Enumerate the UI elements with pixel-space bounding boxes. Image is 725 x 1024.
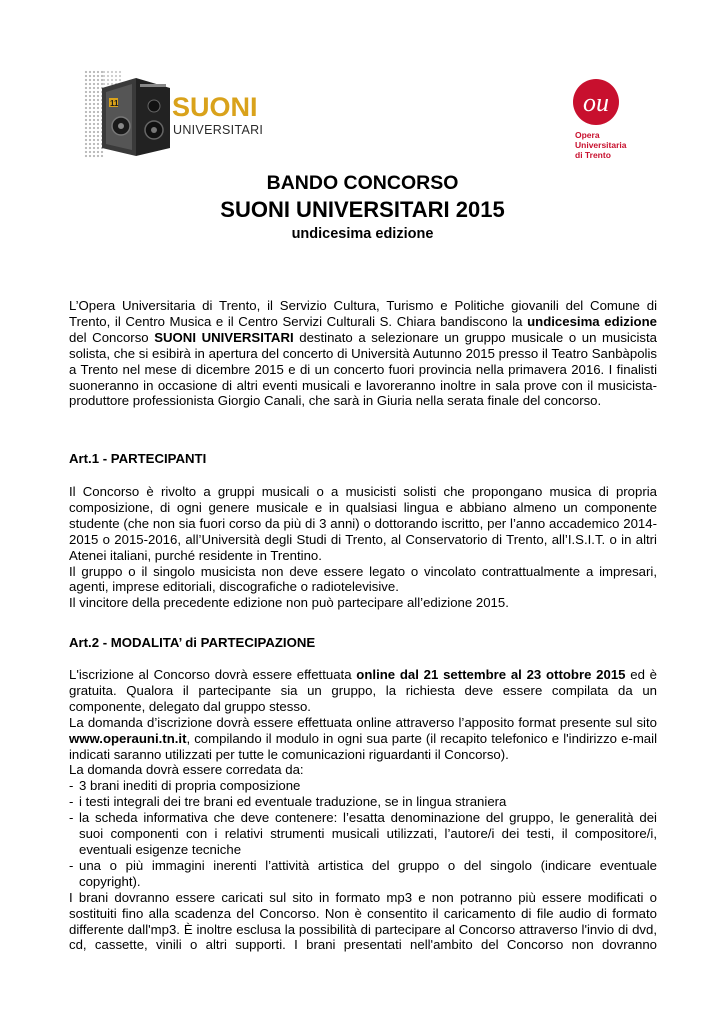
list-item: - 3 brani inediti di propria composizione [69,778,657,794]
book-speaker-icon [96,76,176,158]
intro-bold-contest: SUONI UNIVERSITARI [154,329,294,345]
logo-text-di-trento: di Trento [575,150,611,160]
opera-universitaria-logo [570,78,650,168]
art1-heading: Art.1 - PARTECIPANTI [69,451,207,466]
ou-monogram-icon [572,78,620,126]
art2-text: L'iscrizione al Concorso dovrà essere effettuata [69,667,357,682]
website-link[interactable]: www.operauni.tn.it [69,730,187,746]
suoni-universitari-logo [84,70,264,160]
list-item-text: 3 brani inediti di propria composizione [79,778,301,794]
art2-body [69,667,657,953]
logo-word-universitari: UNIVERSITARI [173,123,264,137]
art2-heading: Art.2 - MODALITA’ di PARTECIPAZIONE [69,635,316,650]
art1-paragraph: Il gruppo o il singolo musicista non deve essere legato o vincolato contrattualmente a impresari, agenti, imprese editoriali, discografiche o radiotelevisive. [69,563,657,595]
svg-text:ou: ou [583,88,609,117]
art1-paragraph: Il Concorso è rivolto a gruppi musicali o a musicisti solisti che propongano musica di propria composizione, di ogni genere musicale e in qualsiasi lingua e abbiano almeno un componente studente (che non sia fuori corso da più di 3 anni) o dottorando iscritto, per l’anno accademico 2014-2015 o 2015-2016, all’Università degli Studi di Trento, al Conservatorio di Trento, all’I.S.I.T. o in altri Atenei italiani, purché residente in Trentino. [69,484,657,563]
intro-text: L’Opera Universitaria di Trento, il Servizio Cultura, Turismo e Politiche giovanili del Comune di Trento, il Centro Musica e il Centro Servizi Culturali S. Chiara bandiscono la [69,298,657,329]
intro-text: del Concorso [69,329,155,345]
list-item: - la scheda informativa che deve contenere: l’esatta denominazione del gruppo, le generalità dei suoi componenti con i relativi strumenti musicali utilizzati, l’autore/i dei testi, il compositore/i, eventuali esigenze tecniche [69,810,657,857]
logo-text-opera: Opera [575,130,600,140]
svg-text:11: 11 [110,99,119,108]
art2-paragraph: I brani dovranno essere caricati sul sito in formato mp3 e non potranno più essere modificati o sostituiti fino alla scadenza del Concorso. Non è consentito il caricamento di file audio di formato differente dall'mp3. È inoltre esclusa la possibilità di partecipare al Concorso attraverso l'invio di dvd, cd, cassette, vinili o altri supporti. I brani presentati nell'ambito del Concorso non dovranno [69,889,657,953]
art2-bold-dates: online dal 21 settembre al 23 ottobre 2015 [356,667,626,682]
document-title-line2: SUONI UNIVERSITARI 2015 [220,197,505,222]
logo-word-suoni: SUONI [172,92,258,122]
document-title-line1: BANDO CONCORSO [266,172,459,194]
art1-paragraph: Il vincitore della precedente edizione non può partecipare all’edizione 2015. [69,595,509,611]
list-item: - i testi integrali dei tre brani ed eventuale traduzione, se in lingua straniera [69,794,657,810]
list-item: - una o più immagini inerenti l’attività artistica del gruppo o del singolo (indicare eventuale copyright). [69,857,657,889]
art2-text: ed è gratuita. Qualora il partecipante sia un gruppo, la richiesta deve essere compilata da un componente, delegato dal gruppo stesso. [69,667,657,714]
art2-text: , compilando il modulo in ogni sua parte (il recapito telefonico e l'indirizzo e-mail indicati saranno utilizzati per tutte le comunicazioni riguardanti il Concorso). [69,730,657,762]
intro-text: destinato a selezionare un gruppo musicale o un musicista solista, che si esibirà in apertura del concerto di Università Autunno 2015 presso il Teatro Sanbàpolis a Trento nel mese di dicembre 2015 e di un concerto fuori provincia nella primavera 2016. I finalisti suoneranno in occasione di altri eventi musicali e lavoreranno inoltre in sala prove con il musicista-produttore professionista Giorgio Canali, che sarà in Giuria nella serata finale del concorso. [69,329,657,409]
art1-body [69,484,657,611]
document-subtitle: undicesima edizione [291,226,434,242]
art2-text: La domanda d’iscrizione dovrà essere effettuata online attraverso l’apposito format presente sul sito [69,714,657,730]
intro-paragraph [69,298,657,409]
list-item-text: i testi integrali dei tre brani ed eventuale traduzione, se in lingua straniera [79,794,507,810]
logo-text-universitaria: Universitaria [575,140,627,150]
list-item-text: una o più immagini inerenti l’attività artistica del gruppo o del singolo (indicare eventuale copyright). [79,857,657,889]
art2-paragraph: La domanda dovrà essere corredata da: [69,762,304,778]
list-item-text: la scheda informativa che deve contenere: l’esatta denominazione del gruppo, le generalità dei suoi componenti con i relativi strumenti musicali utilizzati, l’autore/i dei testi, il compositore/i, eventuali esigenze tecniche [79,810,657,857]
intro-bold-edition: undicesima edizione [527,313,657,329]
